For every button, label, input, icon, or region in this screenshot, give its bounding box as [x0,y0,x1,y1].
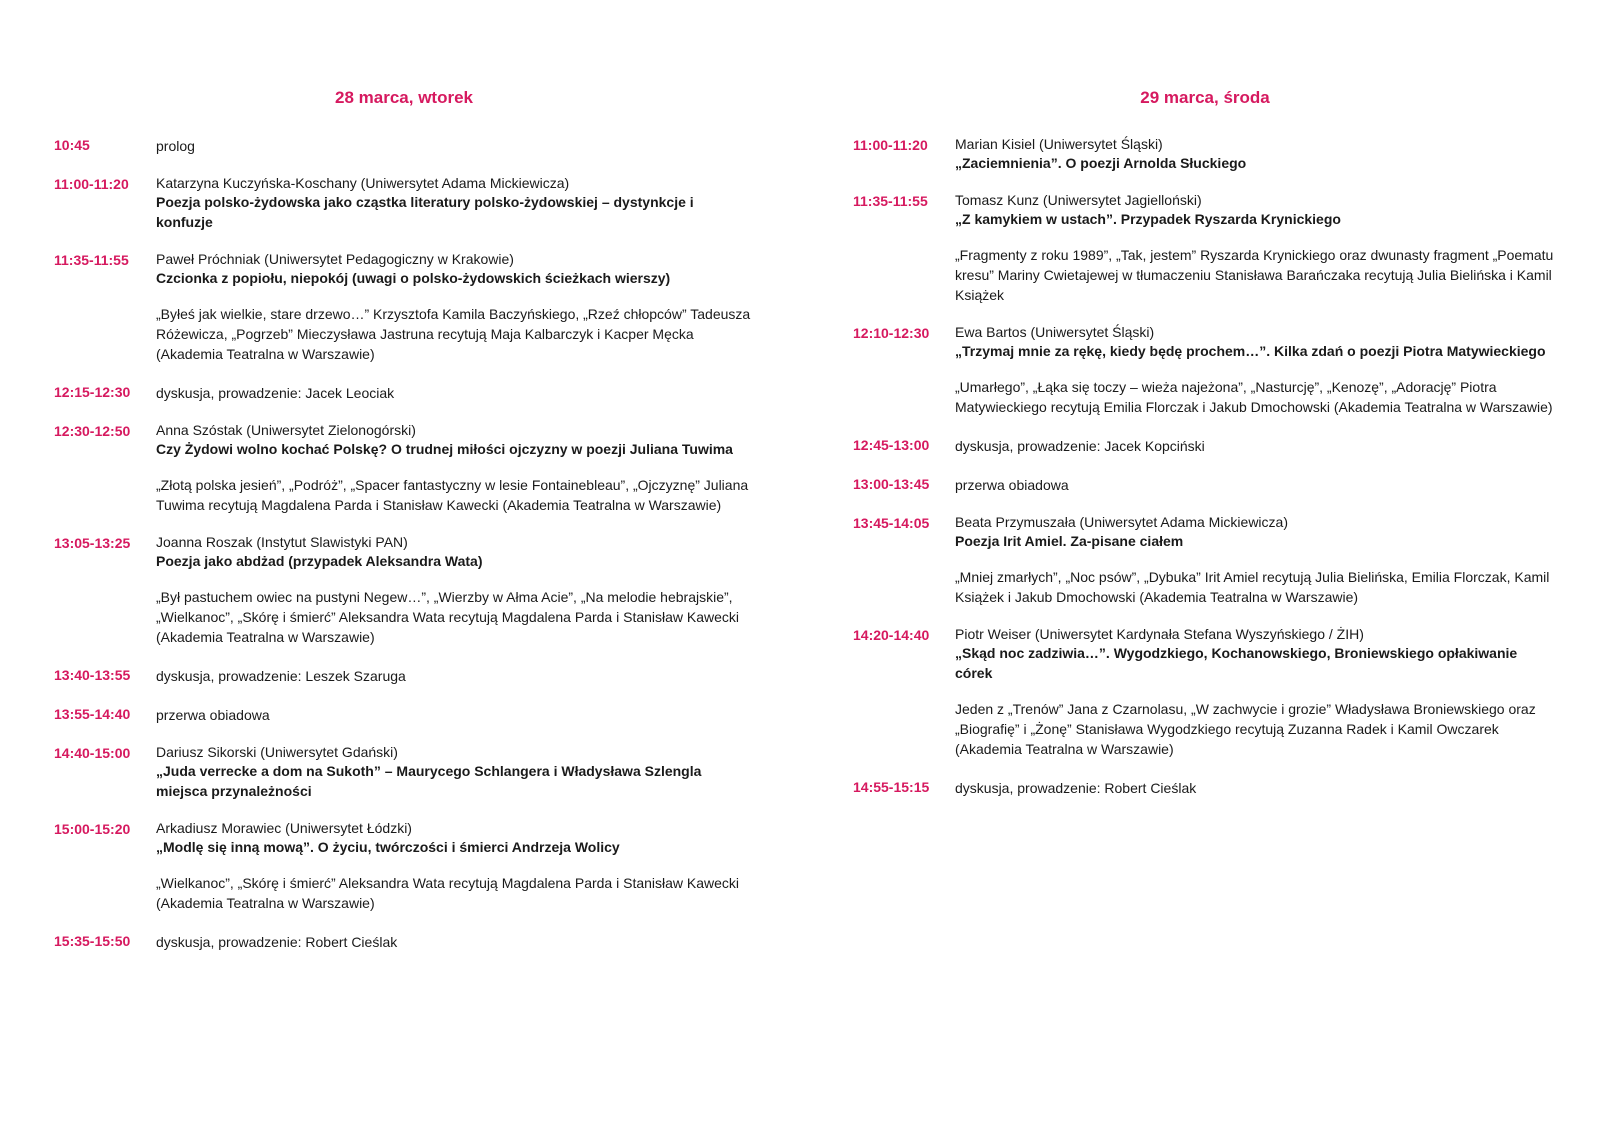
day-column-2 [855,88,1555,817]
entry-text: dyskusja, prowadzenie: Leszek Szaruga [156,668,406,684]
schedule-entry [54,744,754,801]
entry-body [156,422,754,515]
entry-talk-title: „Z kamykiem w ustach”. Przypadek Ryszarda Krynickiego [955,211,1341,227]
entry-time: 14:55-15:15 [853,779,930,795]
schedule-entry [855,192,1555,305]
entry-recitation-note: „Byłeś jak wielkie, stare drzewo…” Krzysztofa Kamila Baczyńskiego, „Rzeź chłopców” Tadeusza Różewicza, „Pogrzeb” Mieczysława Jastruna recytują Maja Kalbarczyk i Kacper Męcka (Akademia Teatralna w Warszawie) [156,306,751,362]
entry-body [955,514,1555,607]
entry-body [955,436,1555,456]
entry-body [156,744,754,801]
entry-body [156,820,754,913]
entry-time: 11:00-11:20 [54,176,129,192]
entry-time: 12:45-13:00 [853,437,930,453]
entry-recitation-note: „Fragmenty z roku 1989”, „Tak, jestem” Ryszarda Krynickiego oraz dwunasty fragment „Poematu kresu” Mariny Cwietajewej w tłumaczeniu Stanisława Barańczaka recytują Julia Bielińska i Kamil Książek [955,247,1554,303]
entry-speaker: Katarzyna Kuczyńska-Koschany (Uniwersytet Adama Mickiewicza) [156,175,570,191]
entry-time: 13:00-13:45 [853,476,930,492]
entry-text: dyskusja, prowadzenie: Jacek Leociak [156,385,395,401]
entry-talk-title: Czcionka z popiołu, niepokój (uwagi o polsko-żydowskich ścieżkach wierszy) [156,270,671,286]
schedule-entry [855,436,1555,456]
entry-recitation-note: Jeden z „Trenów” Jana z Czarnolasu, „W zachwycie i grozie” Władysława Broniewskiego oraz „Biografię” i „Żonę” Stanisława Wygodzkiego recytują Zuzanna Radek i Kamil Owczarek (Akademia Teatralna w Warszawie) [955,701,1536,757]
entry-time: 13:40-13:55 [54,667,131,683]
schedule-entry [855,778,1555,798]
entry-talk-title: „Modlę się inną mową”. O życiu, twórczości i śmierci Andrzeja Wolicy [156,839,620,855]
entry-speaker: Ewa Bartos (Uniwersytet Śląski) [955,324,1155,340]
entry-time: 15:35-15:50 [54,933,131,949]
schedule-entry [54,422,754,515]
entry-speaker: Marian Kisiel (Uniwersytet Śląski) [955,136,1163,152]
entry-time: 11:00-11:20 [853,137,928,153]
entry-body [955,136,1555,173]
entry-body [156,705,754,725]
entry-speaker: Anna Szóstak (Uniwersytet Zielonogórski) [156,422,416,438]
entry-speaker: Paweł Próchniak (Uniwersytet Pedagogiczny w Krakowie) [156,251,514,267]
entry-time: 12:10-12:30 [853,325,930,341]
entry-body [955,324,1555,417]
schedule-entry [54,175,754,232]
schedule-entry [54,383,754,403]
entry-body [955,192,1555,305]
entry-time: 12:30-12:50 [54,423,131,439]
schedule-list [855,136,1555,798]
schedule-entry [54,705,754,725]
entry-time: 14:20-14:40 [853,627,930,643]
entry-body [156,251,754,364]
schedule-entry [54,666,754,686]
entry-speaker: Piotr Weiser (Uniwersytet Kardynała Stefana Wyszyńskiego / ŻIH) [955,626,1364,642]
entry-time: 11:35-11:55 [853,193,928,209]
entry-body [156,932,754,952]
entry-recitation-note: „Wielkanoc”, „Skórę i śmierć” Aleksandra Wata recytują Magdalena Parda i Stanisław Kawecki (Akademia Teatralna w Warszawie) [156,875,740,911]
entry-talk-title: „Juda verrecke a dom na Sukoth” – Maurycego Schlangera i Władysława Szlengla miejsca przynależności [156,763,702,799]
entry-text: dyskusja, prowadzenie: Robert Cieślak [156,934,398,950]
entry-time: 12:15-12:30 [54,384,131,400]
entry-talk-title: Poezja polsko-żydowska jako cząstka literatury polsko-żydowskiej – dystynkcje i konfuzje [156,194,694,230]
entry-time: 15:00-15:20 [54,821,131,837]
entry-talk-title: Czy Żydowi wolno kochać Polskę? O trudnej miłości ojczyzny w poezji Juliana Tuwima [156,441,733,457]
entry-body [955,778,1555,798]
entry-speaker: Tomasz Kunz (Uniwersytet Jagielloński) [955,192,1202,208]
entry-body [156,666,754,686]
schedule-entry [54,534,754,647]
schedule-entry [855,514,1555,607]
schedule-entry [54,932,754,952]
schedule-entry [54,136,754,156]
schedule-entry [855,475,1555,495]
schedule-entry [54,251,754,364]
day-title: 29 marca, środa [1140,88,1270,107]
entry-speaker: Dariusz Sikorski (Uniwersytet Gdański) [156,744,398,760]
entry-recitation-note: „Złotą polska jesień”, „Podróż”, „Spacer fantastyczny w lesie Fontainebleau”, „Ojczyznę” Juliana Tuwima recytują Magdalena Parda i Stanisław Kawecki (Akademia Teatralna w Warszawie) [156,477,749,513]
entry-time: 14:40-15:00 [54,745,131,761]
schedule-entry [855,324,1555,417]
entry-recitation-note: „Umarłego”, „Łąka się toczy – wieża najeżona”, „Nasturcję”, „Kenozę”, „Adorację” Piotra Matywieckiego recytują Emilia Florczak i Jakub Dmochowski (Akademia Teatralna w Warszawie) [955,379,1553,415]
entry-talk-title: Poezja Irit Amiel. Za-pisane ciałem [955,533,1184,549]
entry-recitation-note: „Mniej zmarłych”, „Noc psów”, „Dybuka” Irit Amiel recytują Julia Bielińska, Emilia Florczak, Kamil Książek i Jakub Dmochowski (Akademia Teatralna w Warszawie) [955,569,1550,605]
entry-text: przerwa obiadowa [955,477,1069,493]
entry-body [156,534,754,647]
entry-speaker: Beata Przymuszała (Uniwersytet Adama Mickiewicza) [955,514,1288,530]
entry-time: 10:45 [54,137,90,153]
entry-text: dyskusja, prowadzenie: Robert Cieślak [955,780,1197,796]
entry-talk-title: „Trzymaj mnie za rękę, kiedy będę prochem…”. Kilka zdań o poezji Piotra Matywieckiego [955,343,1546,359]
entry-body [955,475,1555,495]
day-title: 28 marca, wtorek [335,88,473,107]
entry-time: 13:05-13:25 [54,535,131,551]
entry-time: 13:55-14:40 [54,706,131,722]
entry-body [156,175,754,232]
entry-talk-title: Poezja jako abdżad (przypadek Aleksandra Wata) [156,553,483,569]
schedule-entry [54,820,754,913]
entry-talk-title: „Skąd noc zadziwia…”. Wygodzkiego, Kochanowskiego, Broniewskiego opłakiwanie córek [955,645,1518,681]
entry-body [955,626,1555,759]
entry-text: prolog [156,138,195,154]
entry-talk-title: „Zaciemnienia”. O poezji Arnolda Słuckiego [955,155,1247,171]
entry-body [156,383,754,403]
entry-time: 11:35-11:55 [54,252,129,268]
entry-text: przerwa obiadowa [156,707,270,723]
day-column-1 [54,88,754,971]
schedule-entry [855,136,1555,173]
schedule-entry [855,626,1555,759]
entry-speaker: Arkadiusz Morawiec (Uniwersytet Łódzki) [156,820,412,836]
entry-body [156,136,754,156]
entry-time: 13:45-14:05 [853,515,930,531]
schedule-list [54,136,754,952]
entry-recitation-note: „Był pastuchem owiec na pustyni Negew…”, „Wierzby w Ałma Acie”, „Na melodie hebrajskie”, „Wielkanoc”, „Skórę i śmierć” Aleksandra Wata recytują Magdalena Parda i Stanisław Kawecki (Akademia Teatralna w Warszawie) [156,589,740,645]
entry-text: dyskusja, prowadzenie: Jacek Kopciński [955,438,1205,454]
entry-speaker: Joanna Roszak (Instytut Slawistyki PAN) [156,534,408,550]
